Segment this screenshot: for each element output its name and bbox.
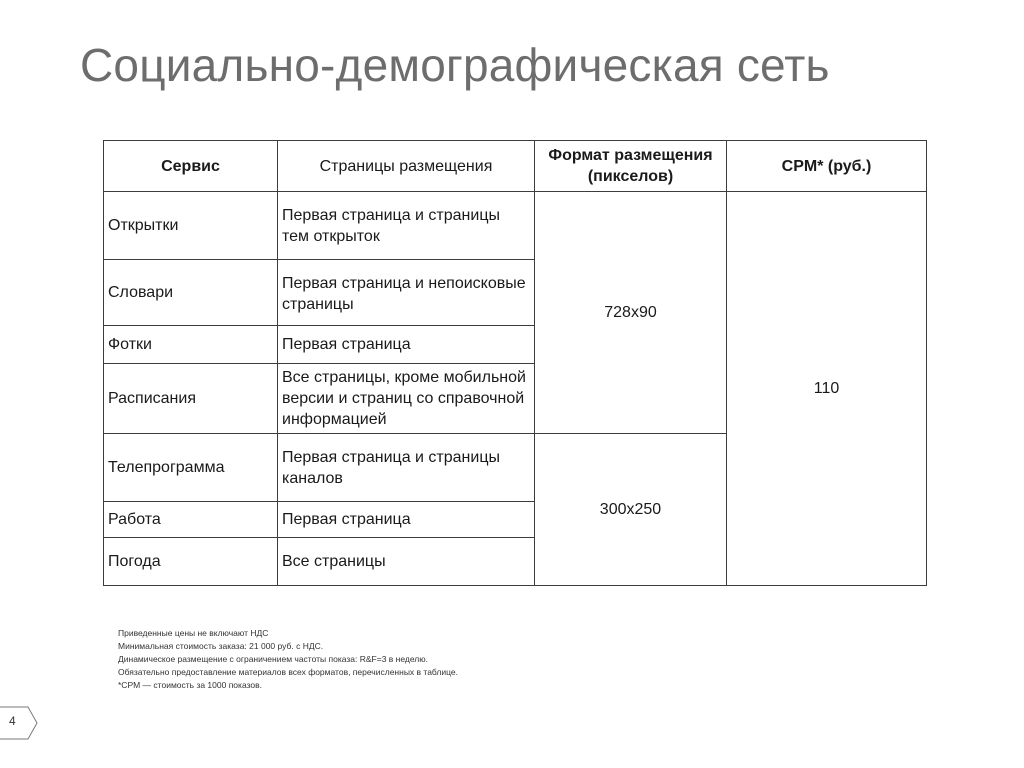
footnote: Динамическое размещение с ограничением частоты показа: R&F=3 в неделю.	[118, 654, 428, 664]
footnote: Приведенные цены не включают НДС	[118, 628, 269, 638]
format-cell-728x90: 728x90	[535, 192, 727, 434]
footnote: Минимальная стоимость заказа: 21 000 руб. с НДС.	[118, 641, 324, 651]
page-marker-icon	[0, 706, 40, 740]
row-service: Телепрограмма	[104, 434, 278, 502]
row-pages: Первая страница	[278, 326, 535, 364]
row-pages: Все страницы	[278, 538, 535, 586]
row-pages: Первая страница и страницы тем открыток	[278, 192, 535, 260]
page-number: 4	[9, 714, 16, 728]
page-title: Социально-демографическая сеть	[80, 39, 830, 91]
row-service: Словари	[104, 260, 278, 326]
row-pages: Первая страница	[278, 502, 535, 538]
row-service: Работа	[104, 502, 278, 538]
row-service: Фотки	[104, 326, 278, 364]
format-cell-300x250: 300x250	[535, 434, 727, 586]
row-pages: Первая страница и страницы каналов	[278, 434, 535, 502]
header-format: Формат размещения (пикселов)	[535, 141, 727, 192]
footnotes	[118, 627, 458, 692]
row-service: Погода	[104, 538, 278, 586]
table-row	[104, 192, 927, 260]
pricing-table	[103, 140, 927, 586]
row-pages: Первая страница и непоисковые страницы	[278, 260, 535, 326]
row-service: Открытки	[104, 192, 278, 260]
header-service: Сервис	[104, 141, 278, 192]
header-pages: Страницы размещения	[278, 141, 535, 192]
table-header-row	[104, 141, 927, 192]
row-service: Расписания	[104, 364, 278, 434]
footnote: Обязательно предоставление материалов всех форматов, перечисленных в таблице.	[118, 667, 458, 677]
cpm-cell: 110	[727, 192, 927, 586]
footnote: *CPM — стоимость за 1000 показов.	[118, 680, 262, 690]
header-cpm: CPM* (руб.)	[727, 141, 927, 192]
row-pages: Все страницы, кроме мобильной версии и страниц со справочной информацией	[278, 364, 535, 434]
